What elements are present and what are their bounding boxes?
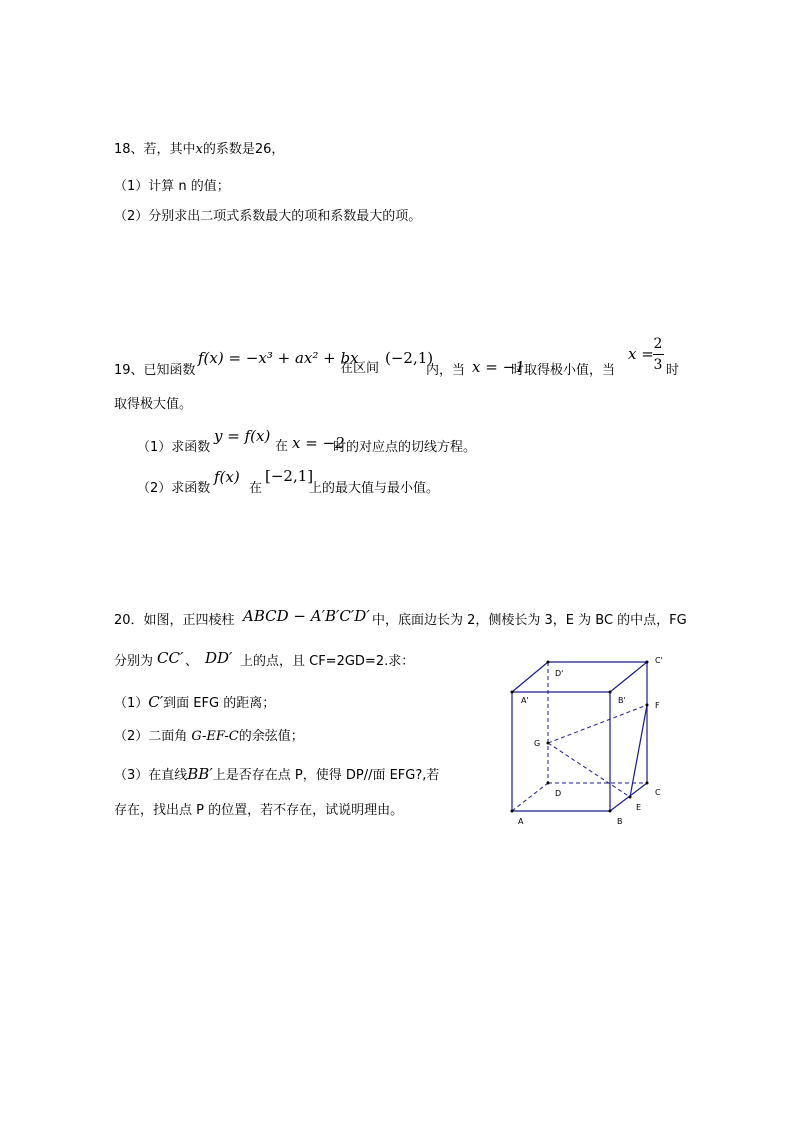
q19-interval: (−2,1) bbox=[385, 349, 434, 367]
label-E: E bbox=[636, 803, 642, 812]
edge-A1D1 bbox=[512, 662, 548, 692]
label-D: D bbox=[555, 789, 562, 798]
q20-part3-cont: 存在，找出点 P 的位置，若不存在，试说明理由。 bbox=[114, 803, 404, 818]
q19-frac-num: 2 bbox=[653, 336, 663, 352]
q20-part3-b: 上是否存在点 P，使得 DP//面 EFG?,若 bbox=[212, 768, 440, 783]
q20-tail: 中，底面边长为 2，侧棱长为 3，E 为 BC 的中点，FG bbox=[372, 613, 687, 628]
q19-text2: 内，当 bbox=[426, 363, 466, 378]
segment-GF-hidden bbox=[548, 705, 647, 743]
point-D bbox=[547, 782, 550, 785]
point-E bbox=[629, 796, 632, 799]
q20-part3-a: （3）在直线 bbox=[114, 768, 188, 783]
q19-part2-func: f(x) bbox=[214, 468, 240, 486]
point-F bbox=[646, 704, 649, 707]
label-A1: A' bbox=[521, 696, 529, 705]
q19-part1-c: 时的对应点的切线方程。 bbox=[333, 440, 477, 455]
prism-figure bbox=[500, 650, 680, 830]
q19-part2-b: 在 bbox=[249, 481, 263, 496]
q20-part2 bbox=[114, 730, 304, 743]
label-D1: D' bbox=[555, 669, 564, 678]
q20-prism: ABCD − A′B′C′D′ bbox=[243, 607, 370, 625]
label-B1: B' bbox=[618, 696, 626, 705]
q19-part1-cond: x = −2 bbox=[292, 434, 345, 452]
label-B: B bbox=[617, 817, 623, 826]
q19-head: 19、已知函数 bbox=[114, 363, 196, 378]
q20-part1-a: （1） bbox=[114, 696, 149, 711]
q18-part2: （2）分别求出二项式系数最大的项和系数最大的项。 bbox=[114, 209, 422, 224]
q19-cond2: x = bbox=[628, 345, 654, 363]
point-C1 bbox=[646, 661, 649, 664]
point-A1 bbox=[511, 691, 514, 694]
q19-part2-c: 上的最大值与最小值。 bbox=[309, 481, 440, 496]
q19-part1-func: y = f(x) bbox=[214, 427, 271, 445]
q19-func: f(x) = −x³ + ax² + bx bbox=[198, 349, 359, 367]
q20-edge1: CC′ bbox=[157, 649, 184, 667]
q19-part1-a: （1）求函数 bbox=[137, 440, 211, 455]
q20-part1-point: C′ bbox=[148, 693, 164, 711]
q18-tail: 的系数是26， bbox=[202, 142, 285, 157]
q20-part2-b: 的余弦值； bbox=[238, 729, 304, 744]
q20-part2-a: （2）二面角 bbox=[114, 729, 192, 744]
q18-part1: （1）计算 n 的值； bbox=[114, 179, 230, 194]
label-C1: C' bbox=[655, 656, 663, 665]
q18-head: 18、若，其中 bbox=[114, 142, 196, 157]
q19-text4: 时 bbox=[666, 363, 680, 378]
q20-part1 bbox=[114, 695, 275, 710]
q20-edge2: DD′ bbox=[205, 649, 233, 667]
q20-part3 bbox=[114, 767, 439, 782]
label-G: G bbox=[534, 739, 541, 748]
edge-AD-hidden bbox=[512, 783, 548, 811]
label-A: A bbox=[518, 817, 524, 826]
point-B bbox=[609, 810, 612, 813]
q19-cond1: x = −1 bbox=[472, 358, 525, 376]
q18-stem bbox=[114, 143, 284, 156]
point-A bbox=[511, 810, 514, 813]
point-D1 bbox=[547, 661, 550, 664]
q20-part2-angle: G-EF-C bbox=[191, 729, 239, 744]
q20-line2-b: 、 bbox=[185, 654, 199, 669]
q19-text1: 在区间 bbox=[340, 361, 380, 376]
point-C bbox=[646, 782, 649, 785]
q19-frac-den: 3 bbox=[653, 357, 663, 373]
q20-part1-b: 到面 EFG 的距离； bbox=[163, 696, 276, 711]
q20-head: 20．如图，正四棱柱 bbox=[114, 613, 235, 628]
q19-part1-b: 在 bbox=[275, 439, 289, 454]
edge-B1C1 bbox=[610, 662, 647, 692]
q19-text3: 时取得极小值，当 bbox=[511, 363, 616, 378]
q19-part2-interval: [−2,1] bbox=[265, 467, 314, 485]
q20-line2-a: 分别为 bbox=[114, 654, 154, 669]
point-G bbox=[547, 742, 550, 745]
q20-part3-line: BB′ bbox=[187, 765, 213, 783]
label-F: F bbox=[655, 701, 660, 710]
label-C: C bbox=[655, 788, 661, 797]
q19-line2: 取得极大值。 bbox=[114, 397, 193, 412]
q18-var: x bbox=[195, 142, 203, 157]
q19-part2-a: （2）求函数 bbox=[137, 481, 211, 496]
q19-frac-bar bbox=[653, 354, 664, 355]
point-B1 bbox=[609, 691, 612, 694]
q20-line2-c: 上的点，且 CF=2GD=2.求： bbox=[240, 654, 415, 669]
